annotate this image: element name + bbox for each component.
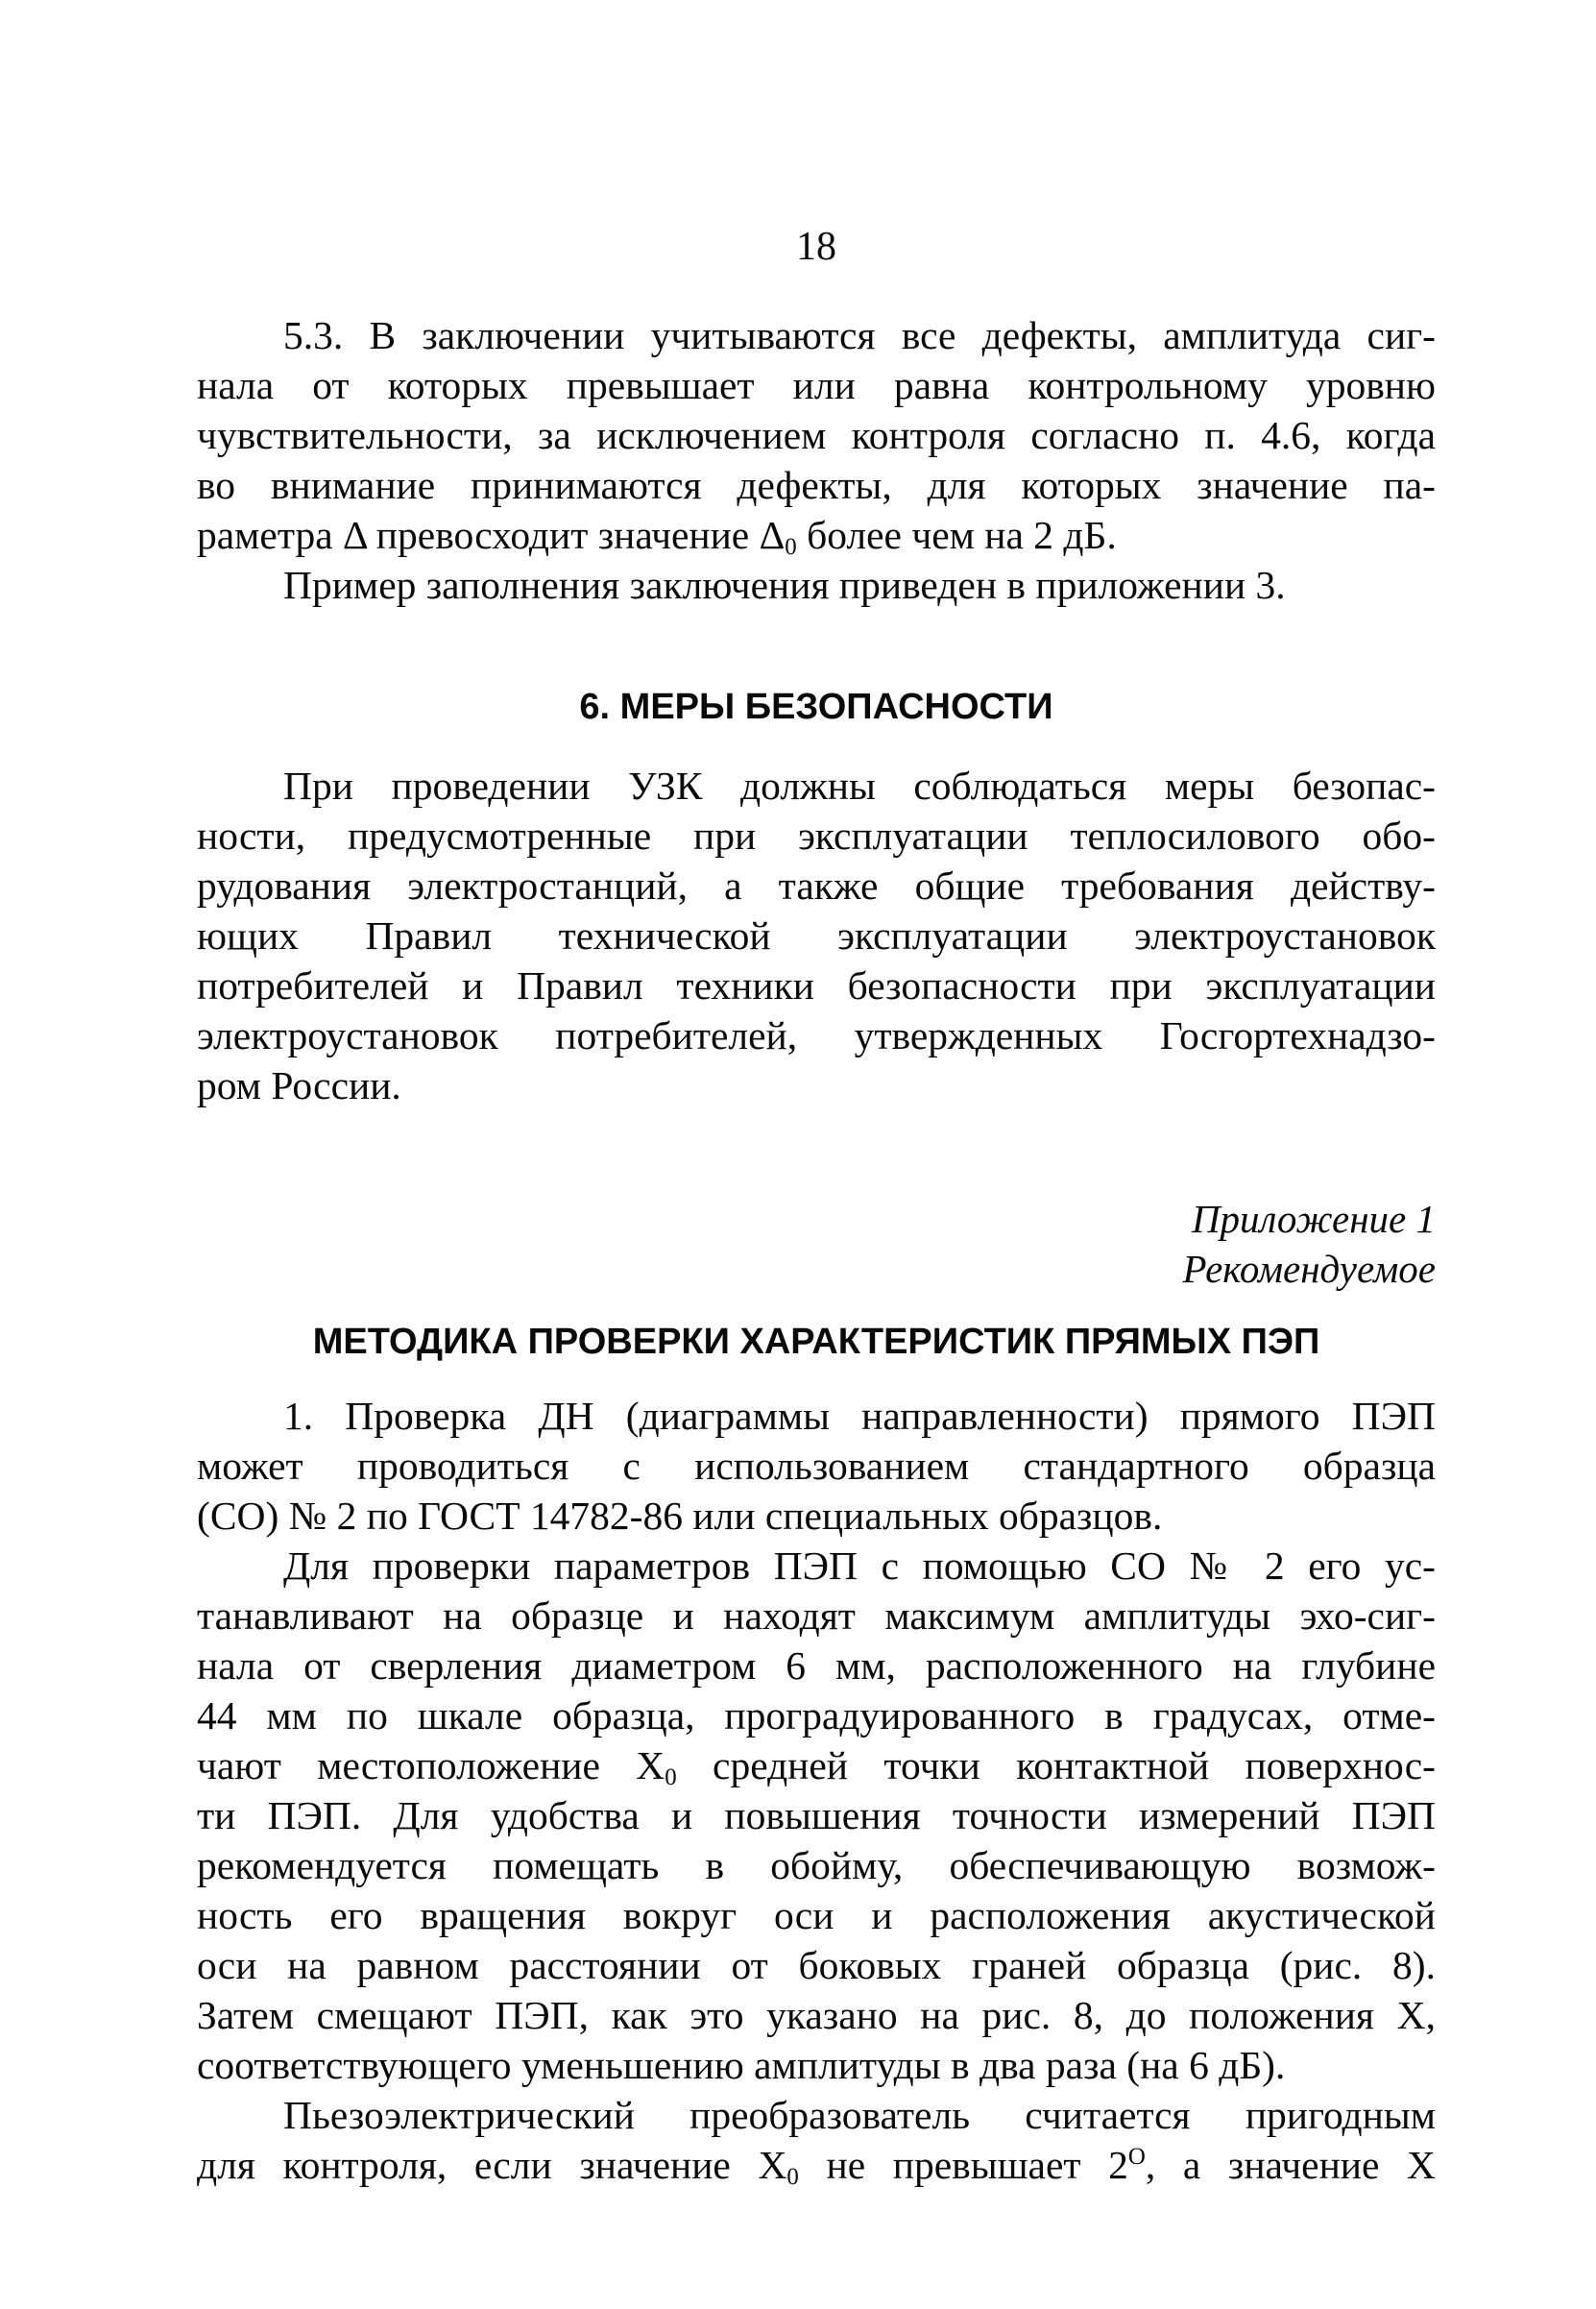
paragraph-line: Пьезоэлектрический преобразователь считается пригодным <box>283 2093 1436 2137</box>
paragraph-line: потребителей и Правил техники безопасности при эксплуатации <box>197 963 1436 1008</box>
paragraph-line: нала от сверления диаметром 6 мм, расположенного на глубине <box>197 1643 1436 1688</box>
paragraph-line: оси на равном расстоянии от боковых граней образца (рис. 8). <box>197 1943 1436 1987</box>
paragraph-line: ность его вращения вокруг оси и расположения акустической <box>197 1893 1436 1937</box>
paragraph-line: может проводиться с использованием стандартного образца <box>197 1444 1436 1488</box>
paragraph-line: Затем смещают ПЭП, как это указано на рис. 8, до положения X, <box>197 1993 1436 2037</box>
section-heading: 6. МЕРЫ БЕЗОПАСНОСТИ <box>579 687 1053 727</box>
paragraph-line: танавливают на образце и находят максимум амплитуды эхо-сиг- <box>197 1593 1436 1638</box>
subscript: 0 <box>785 534 797 561</box>
paragraph-line: 5.3. В заключении учитываются все дефекты, амплитуда сиг- <box>283 313 1436 357</box>
text-fragment: средней точки контактной поверхнос- <box>676 1743 1436 1787</box>
subscript: 0 <box>786 2164 799 2191</box>
text-fragment: не превышает 2 <box>798 2143 1128 2187</box>
text-fragment: , а значение X <box>1145 2143 1436 2187</box>
paragraph-line: во внимание принимаются дефекты, для которых значение па- <box>197 463 1436 507</box>
appendix-title: МЕТОДИКА ПРОВЕРКИ ХАРАКТЕРИСТИК ПРЯМЫХ ПЭП <box>312 1322 1320 1362</box>
text-fragment: чают местоположение X <box>197 1743 665 1787</box>
paragraph-line: Пример заполнения заключения приведен в приложении 3. <box>283 563 1286 607</box>
text-fragment: раметра Δ превосходит значение Δ <box>197 513 786 557</box>
paragraph-line: ющих Правил технической эксплуатации электроустановок <box>197 913 1436 958</box>
appendix-status: Рекомендуемое <box>1182 1247 1436 1291</box>
paragraph-line: ром России. <box>197 1063 401 1107</box>
paragraph-line: соответствующего уменьшению амплитуды в два раза (на 6 дБ). <box>197 2043 1286 2087</box>
paragraph-line <box>197 510 1436 560</box>
paragraph-line: 1. Проверка ДН (диаграммы направленности) прямого ПЭП <box>283 1394 1436 1438</box>
paragraph-line <box>197 1740 1436 1790</box>
paragraph-line: рудования электростанций, а также общие требования действу- <box>197 863 1436 908</box>
paragraph-line: 44 мм по шкале образца, проградуированного в градусах, отме- <box>197 1693 1436 1738</box>
paragraph-line: чувствительности, за исключением контроля согласно п. 4.6, когда <box>197 413 1436 457</box>
paragraph-line: ти ПЭП. Для удобства и повышения точности измерений ПЭП <box>197 1793 1436 1837</box>
paragraph-line: При проведении УЗК должны соблюдаться меры безопас- <box>283 764 1436 808</box>
paragraph-line <box>197 2140 1436 2190</box>
page-number: 18 <box>796 225 836 269</box>
paragraph-line: рекомендуется помещать в обойму, обеспечивающую возмож- <box>197 1843 1436 1887</box>
subscript: 0 <box>665 1764 677 1791</box>
text-fragment: более чем на 2 дБ. <box>796 513 1117 557</box>
paragraph-line: (СО) № 2 по ГОСТ 14782-86 или специальных образцов. <box>197 1494 1163 1538</box>
paragraph-line: Для проверки параметров ПЭП с помощью СО № 2 его ус- <box>283 1543 1436 1588</box>
text-fragment: для контроля, если значение X <box>197 2143 787 2187</box>
paragraph-line: ности, предусмотренные при эксплуатации теплосилового обо- <box>197 814 1436 858</box>
appendix-label: Приложение 1 <box>1191 1197 1436 1241</box>
degree-superscript: O <box>1127 2144 1146 2171</box>
paragraph-line: нала от которых превышает или равна контрольному уровню <box>197 363 1436 407</box>
paragraph-line: электроустановок потребителей, утвержденных Госгортехнадзо- <box>197 1013 1436 1057</box>
